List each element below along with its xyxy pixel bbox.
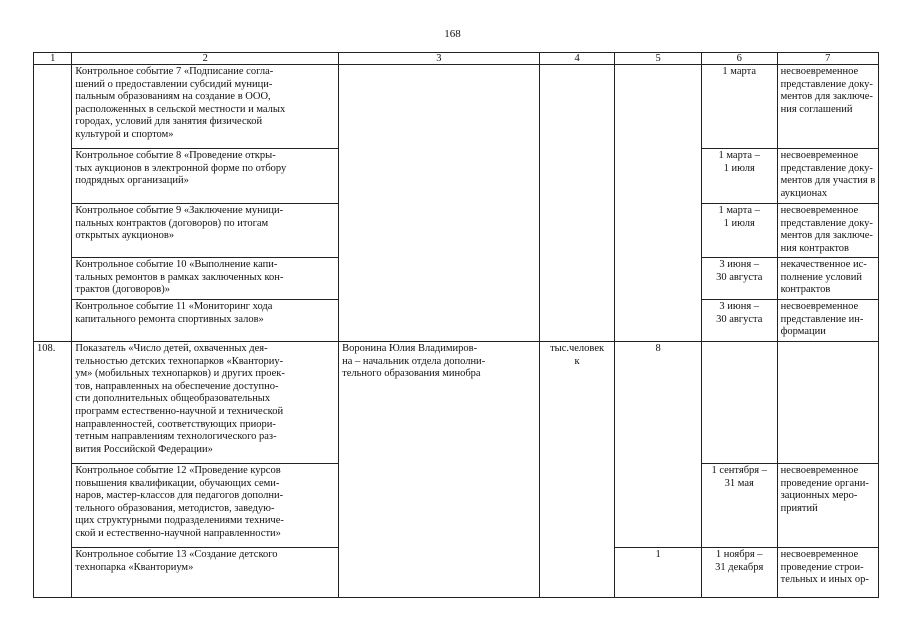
header-row — [34, 53, 879, 65]
date-cell: 1 марта — [701, 65, 777, 149]
risk-cell: несвоевременное представление доку- ментов для заключе- ния соглашений — [777, 65, 878, 149]
risk-cell: несвоевременное представление доку- ментов для заключе- ния контрактов — [777, 204, 878, 258]
date-cell: 1 сентября – 31 мая — [701, 464, 777, 548]
value-cell: 8 — [615, 342, 701, 548]
column-header: 7 — [777, 53, 878, 65]
risk-cell: несвоевременное представление доку- ментов для участия в аукционах — [777, 149, 878, 204]
table-row — [34, 342, 879, 464]
description-cell: Контрольное событие 10 «Выполнение капи- тальных ремонтов в рамках заключенных кон- трактов (договоров)» — [72, 258, 339, 300]
risk-cell: несвоевременное проведение органи- зационных меро- приятий — [777, 464, 878, 548]
row-number-cell — [34, 65, 72, 342]
column-header: 5 — [615, 53, 701, 65]
date-cell: 1 марта – 1 июля — [701, 149, 777, 204]
risk-cell — [777, 342, 878, 464]
unit-cell — [539, 65, 615, 342]
value-cell: 1 — [615, 548, 701, 598]
description-cell: Контрольное событие 13 «Создание детского технопарка «Кванториум» — [72, 548, 339, 598]
description-cell: Контрольное событие 8 «Проведение откры- тых аукционов в электронной форме по отбору подрядных организаций» — [72, 149, 339, 204]
description-cell: Контрольное событие 11 «Мониторинг хода капитального ремонта спортивных залов» — [72, 300, 339, 342]
risk-cell: несвоевременное представление ин- формации — [777, 300, 878, 342]
column-header: 6 — [701, 53, 777, 65]
description-cell: Контрольное событие 9 «Заключение муници- пальных контрактов (договоров) по итогам открытых аукционов» — [72, 204, 339, 258]
value-cell — [615, 65, 701, 342]
column-header: 2 — [72, 53, 339, 65]
description-cell: Показатель «Число детей, охваченных дея- тельностью детских технопарков «Кванториу- ум» (мобильных технопарков) и других проек- тов, направленных на обеспечение доступно- сти дополнительных общеобразовательных программ естественно-научной и технической направленностей, соответствующих приори- тетным направлениям технологического раз- вития Российской Федерации» — [72, 342, 339, 464]
description-cell: Контрольное событие 7 «Подписание согла- шений о предоставлении субсидий муници- пальным образованиям на создание в ООО, расположенных в сельской местности и малых городах, условий для занятия физической культурой и спортом» — [72, 65, 339, 149]
column-header: 1 — [34, 53, 72, 65]
risk-cell: некачественное ис- полнение условий контрактов — [777, 258, 878, 300]
column-header: 4 — [539, 53, 615, 65]
unit-cell: тыс.человек к — [539, 342, 615, 598]
page-number: 168 — [444, 28, 461, 40]
date-cell: 1 ноября – 31 декабря — [701, 548, 777, 598]
document-table — [33, 52, 879, 598]
date-cell — [701, 342, 777, 464]
table-row — [34, 65, 879, 149]
date-cell: 3 июня – 30 августа — [701, 300, 777, 342]
column-header: 3 — [339, 53, 540, 65]
date-cell: 1 марта – 1 июля — [701, 204, 777, 258]
responsible-cell: Воронина Юлия Владимиров- на – начальник отдела дополни- тельного образования минобра — [339, 342, 540, 598]
row-number-cell: 108. — [34, 342, 72, 598]
responsible-cell — [339, 65, 540, 342]
description-cell: Контрольное событие 12 «Проведение курсов повышения квалификации, обучающих семи- наров, мастер-классов для педагогов дополни- тельного образования, методистов, заведую- щих структурными подразделениями техниче- ской и естественно-научной направленности» — [72, 464, 339, 548]
date-cell: 3 июня – 30 августа — [701, 258, 777, 300]
risk-cell: несвоевременное проведение строи- тельных и иных ор- — [777, 548, 878, 598]
